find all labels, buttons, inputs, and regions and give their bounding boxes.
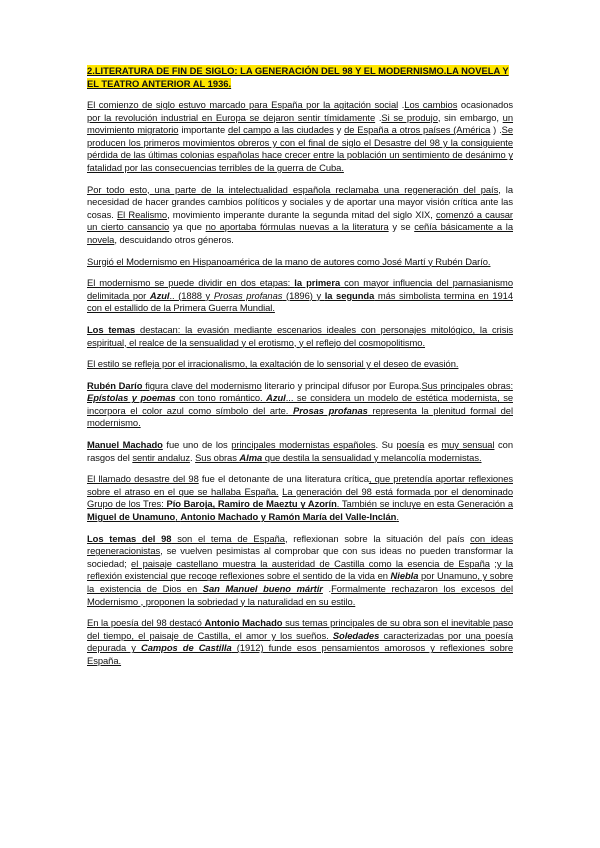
paragraph-8 xyxy=(87,439,513,464)
text-run: representa la plenitud formal del modernismo. xyxy=(87,404,513,429)
text-run: ... se considera un modelo de estética modernista, se incorpora el color azul como símbolo del arte. xyxy=(87,392,513,416)
text-run: El estilo se refleja por el irracionalismo, la exaltación de lo sensorial y el deseo de evasión. xyxy=(87,358,459,370)
text-run: importante xyxy=(178,124,228,136)
text-run: fue uno de los xyxy=(162,439,232,451)
text-run: Formalmente rechazaron los excesos del Modernismo , proponen la sobriedad y la naturalidad en su estilo. xyxy=(87,583,513,607)
text-run: más simbolista termina en 1914 con el estallido de la Primera Guerra Mundial. xyxy=(87,289,513,314)
paragraph-11 xyxy=(87,617,513,667)
text-run: . Su xyxy=(375,439,397,451)
text-run: , la necesidad de hacer grandes cambios políticos y sociales y de aportar una mayor visión crítica ante las cosas. xyxy=(87,183,513,220)
paragraph-9 xyxy=(87,473,513,523)
text-run: figura clave del modernismo xyxy=(142,379,262,391)
text-run: la primera xyxy=(294,277,341,289)
text-run: poesía xyxy=(396,439,425,451)
document-body xyxy=(87,99,513,668)
text-run: . xyxy=(322,583,332,594)
text-run: Por todo esto, una parte de la intelectualidad española reclamaba una regeneración del país xyxy=(87,183,499,195)
text-run: literario y principal difusor por Europa. xyxy=(261,379,422,391)
text-run: Antonio Machado y Ramón María del Valle-Inclán xyxy=(180,511,397,523)
text-run: El llamado desastre del 98 xyxy=(87,473,199,485)
text-run: Los temas xyxy=(87,323,136,335)
text-run: la segunda xyxy=(324,289,375,301)
text-run: ) . xyxy=(490,124,502,136)
text-run: Soledades xyxy=(332,629,380,641)
text-run: Los temas del 98 xyxy=(87,532,172,544)
text-run: por Unamuno, y sobre la existencia de Dios en xyxy=(87,570,514,594)
text-run: La generación del 98 está formada por el denominado Grupo de los Tres: xyxy=(87,485,513,510)
text-run: Sus principales obras: xyxy=(421,379,514,391)
text-run: Pío Baroja, Ramiro de Maeztu y Azorín xyxy=(166,498,337,510)
text-run: es xyxy=(424,439,442,451)
text-run: de España a otros países (América xyxy=(344,124,491,136)
paragraph-3 xyxy=(87,256,513,269)
text-run: Rubén Darío xyxy=(87,379,143,391)
text-run: El comienzo de siglo estuvo marcado para España por la agitación social xyxy=(87,99,399,110)
text-run: Epístolas y poemas xyxy=(87,392,176,404)
text-run: .. (1888 y xyxy=(169,289,214,301)
text-run: Los cambios xyxy=(404,99,458,110)
paragraph-10 xyxy=(87,533,513,609)
paragraph-2 xyxy=(87,184,513,247)
text-run: y xyxy=(333,124,345,136)
text-run: Prosas profanas xyxy=(293,404,368,416)
heading-text: 2.LITERATURA DE FIN DE SIGLO: LA GENERACIÓN DEL 98 Y EL MODERNISMO.LA NOVELA Y EL TEATRO ANTERIOR AL 1936. xyxy=(87,65,509,89)
text-run: ocasionados xyxy=(457,99,513,110)
paragraph-1 xyxy=(87,99,513,175)
text-run: Miguel de Unamuno xyxy=(87,511,176,523)
text-run: un movimiento migratorio xyxy=(87,111,513,136)
text-run: el paisaje castellano muestra la austeridad de Castilla como la esencia de España xyxy=(131,557,490,569)
text-run: En la poesía del 98 destacó xyxy=(87,617,205,629)
text-run: ; xyxy=(489,557,497,569)
text-run: con tono romántico. xyxy=(175,392,267,404)
text-run: fue el detonante de una literatura crítica xyxy=(198,473,369,485)
text-run: Si se produjo xyxy=(381,111,438,123)
text-run: del campo a las ciudades xyxy=(227,124,334,136)
text-run: comenzó a causar un cierto cansancio xyxy=(87,208,513,233)
text-run: que destila la sensualidad y melancolía modernistas. xyxy=(262,451,482,463)
paragraph-6 xyxy=(87,358,513,371)
document-heading xyxy=(87,64,513,90)
text-run: Prosas profanas xyxy=(213,289,283,301)
text-run: muy sensual xyxy=(441,439,495,451)
text-run: Sus obras xyxy=(195,451,240,463)
text-run: Campos de Castilla xyxy=(141,642,232,654)
text-run: con ideas regeneracionistas xyxy=(87,532,513,557)
text-run: . xyxy=(336,498,342,510)
text-run: (1912) funde esos pensamientos amorosos y reflexiones sobre España. xyxy=(87,642,513,666)
text-run: ya que xyxy=(169,221,206,233)
text-run: y la reflexión existencial que recoge reflexiones sobre el sentido de la vida en xyxy=(87,557,513,582)
paragraph-5 xyxy=(87,324,513,349)
text-run: sus temas principales de su obra son el inevitable paso del tiempo, el paisaje de Castilla, el amor y los sueños. xyxy=(87,617,513,641)
text-run: caracterizadas por una poesía depurada y xyxy=(87,629,513,654)
text-run: por la revolución industrial en Europa se dejaron sentir tímidamente xyxy=(87,111,376,123)
text-run: con mayor influencia del parnasianismo delimitada por xyxy=(87,277,513,301)
text-run: . xyxy=(398,99,405,110)
text-run: San Manuel bueno mártir xyxy=(202,583,323,594)
text-run: , movimiento imperante durante la segunda mitad del siglo XIX, xyxy=(167,208,436,220)
text-run: Surgió el Modernismo en Hispanoamérica de la mano de autores como José Martí y Rubén Darío. xyxy=(87,255,491,267)
text-run: principales modernistas españoles xyxy=(231,439,376,451)
text-run: , xyxy=(175,511,181,523)
text-run: Antonio Machado xyxy=(204,617,283,629)
text-run: no aportaba fórmulas nuevas a la literatura xyxy=(205,221,389,233)
text-run: . xyxy=(396,511,399,523)
text-run: Manuel Machado xyxy=(87,439,163,451)
text-run: , reflexionan sobre la situación del país xyxy=(284,532,471,544)
text-run: El modernismo se puede dividir en dos etapas: xyxy=(87,277,295,289)
text-run: , que pretendía aportar reflexiones sobre el atraso en el que se hallaba España. xyxy=(87,473,513,497)
text-run: , se vuelven pesimistas al comprobar que con sus ideas no pueden transformar la sociedad; xyxy=(87,545,513,569)
text-run: Se producen los primeros movimientos obreros y con el final de siglo el Desastre del 98 y la consiguiente pérdida de las últimas colonias españolas hace crecer entre la población un sentimiento de desánimo y fatalidad por las consecuencias terribles de la guerra de Cuba. xyxy=(87,124,514,173)
text-run: sentir andaluz xyxy=(132,451,190,463)
text-run: ceñía básicamente a la novela xyxy=(87,221,513,245)
text-run: . xyxy=(375,111,382,123)
text-run: , sin embargo, xyxy=(437,111,503,123)
text-run: También se incluye en esta Generación a xyxy=(341,498,513,510)
text-run: son el tema de España xyxy=(171,532,285,544)
text-run: Azul xyxy=(266,392,286,404)
text-run: y se xyxy=(388,221,415,233)
paragraph-7 xyxy=(87,380,513,430)
text-run: . xyxy=(189,451,196,463)
text-run: (1896) y xyxy=(282,289,325,301)
text-run: Niebla xyxy=(390,570,419,582)
text-run: , descuidando otros géneros. xyxy=(114,233,234,245)
text-run: destacan: la evasión mediante escenarios ideales con personajes mitológico, la crisis espiritual, el realce de la sensualidad y el erotismo, y el reflejo del cosmopolitismo. xyxy=(87,323,514,348)
text-run: Alma xyxy=(239,451,263,463)
paragraph-4 xyxy=(87,277,513,315)
text-run: Azul xyxy=(149,289,170,301)
text-run: con rasgos del xyxy=(87,439,513,463)
text-run: El Realismo xyxy=(116,208,168,220)
